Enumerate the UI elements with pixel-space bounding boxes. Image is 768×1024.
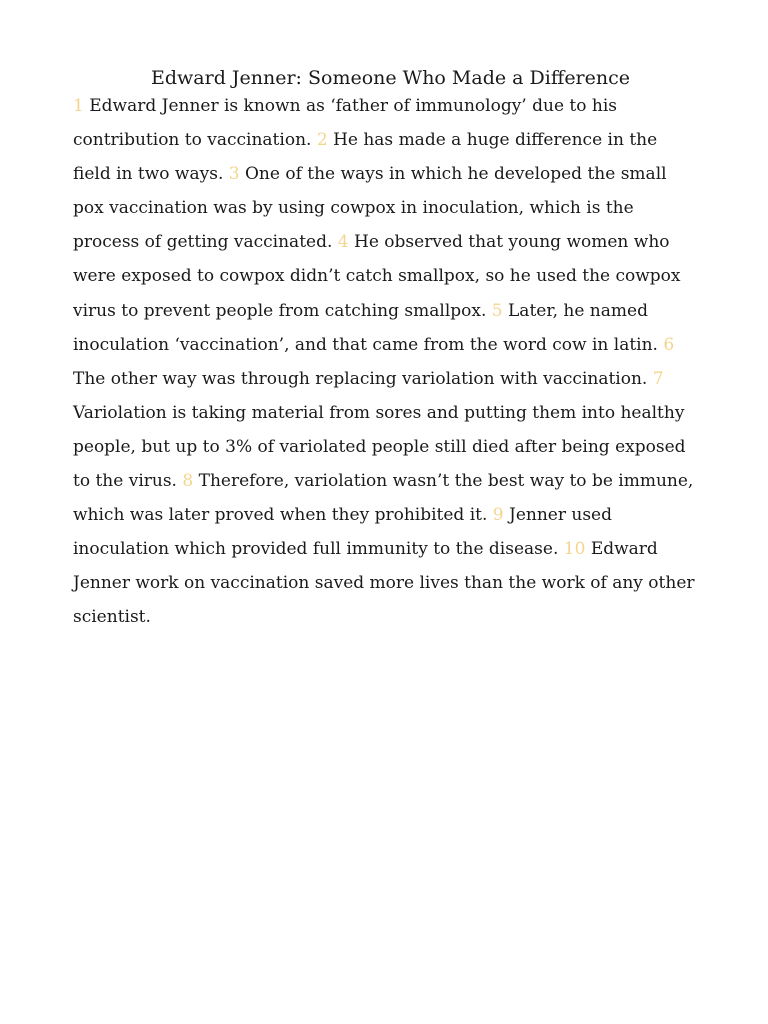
sentence-number: 5: [491, 300, 503, 321]
sentence-number: 4: [337, 232, 349, 253]
sentence-text: He has made a huge difference in the field in two ways.: [73, 130, 658, 185]
document-page: [73, 64, 698, 635]
sentence-text: Edward Jenner is known as ‘father of immunology’ due to his contribution to vaccination.: [73, 96, 617, 151]
sentence-number: 6: [663, 334, 675, 355]
sentence-text: One of the ways in which he developed the small pox vaccination was by using cowpox in inoculation, which is the process of getting vaccinated.: [73, 164, 667, 253]
sentence-number: 7: [652, 368, 664, 389]
sentence-number: 8: [182, 471, 194, 492]
sentence-text: Later, he named inoculation ‘vaccination’, and that came from the word cow in latin.: [73, 300, 658, 355]
sentence-number: 1: [73, 96, 84, 116]
sentence-text: Therefore, variolation wasn’t the best way to be immune, which was later proved when they prohibited it.: [73, 471, 694, 526]
sentence-number: 10: [563, 539, 586, 560]
sentence-text: The other way was through replacing variolation with vaccination.: [73, 368, 648, 389]
sentence-text: Variolation is taking material from sores and putting them into healthy people, but up to 3% of variolated people still died after being exposed to the virus.: [73, 402, 686, 492]
document-title: Edward Jenner: Someone Who Made a Difference: [150, 67, 631, 89]
sentence-number: 9: [492, 505, 504, 526]
document-paragraph: [73, 89, 698, 635]
sentence-text: Edward Jenner work on vaccination saved more lives than the work of any other scientist.: [73, 539, 695, 628]
sentence-number: 2: [316, 130, 328, 151]
sentence-text: He observed that young women who were exposed to cowpox didn’t catch smallpox, so he used the cowpox virus to prevent people from catching smallpox.: [73, 232, 681, 321]
sentence-number: 3: [228, 164, 240, 185]
sentence-text: Jenner used inoculation which provided full immunity to the disease.: [73, 505, 612, 560]
